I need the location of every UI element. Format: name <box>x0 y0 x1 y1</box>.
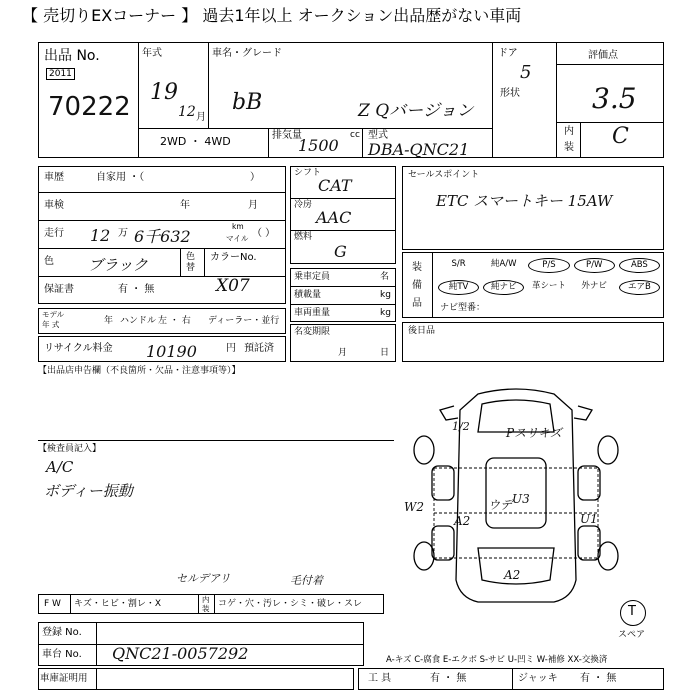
shift-value: CAT <box>318 176 352 195</box>
displacement-value: 1500 <box>298 136 339 155</box>
color-no-label: カラーNo. <box>210 252 257 263</box>
equipment-item: エアB <box>619 280 660 295</box>
mileage-paren: （ ） <box>252 228 276 239</box>
ac-value: AAC <box>316 208 352 227</box>
interior-value: C <box>612 124 629 149</box>
shift-label: シフト <box>294 168 322 178</box>
dealer-label: ディーラー・並行 <box>208 316 280 326</box>
mark-u1: U1 <box>580 512 598 526</box>
damage-legend: A-キズ C-腐食 E-エクボ S-サビ U-凹ミ W-補修 XX-交換済 <box>386 655 608 665</box>
mark-u3: U3 <box>512 492 530 506</box>
notes-header: 【出品店申告欄（不良箇所・欠品・注意事項等）】 <box>38 366 241 376</box>
mark-ude: ウデ <box>488 498 513 512</box>
lot-number: 70222 <box>48 92 131 122</box>
interior-items: コゲ・穴・汚レ・シミ・破レ・スレ <box>218 599 363 609</box>
recycle-unit: 円 <box>226 343 236 354</box>
fuel-value: G <box>334 242 347 261</box>
recycle-label: リサイクル料金 <box>44 343 113 354</box>
chassis-value: QNC21-0057292 <box>112 644 249 663</box>
equipment-item: 純A/W <box>490 259 517 269</box>
weight-label: 車両重量 <box>294 308 331 318</box>
mark-w2: W2 <box>404 500 424 514</box>
mileage-unit-mile: マイル <box>226 234 249 243</box>
fw-label: F W <box>44 599 61 609</box>
fuel-label: 燃料 <box>294 232 313 242</box>
jack-label: ジャッキ <box>518 673 558 684</box>
top-block <box>38 42 664 158</box>
model-year-unit: 年 <box>104 316 114 326</box>
after-label: 後日品 <box>408 326 436 336</box>
load-unit: kg <box>380 290 391 300</box>
color-change-label-2: 替 <box>186 263 196 273</box>
model-label: 型式 <box>368 130 388 141</box>
mark-a2-left: A2 <box>454 514 471 528</box>
note-line-1: A/C <box>46 458 74 476</box>
name-label: 車名・グレード <box>212 48 282 59</box>
tools-label: 工 具 <box>368 673 392 684</box>
sheet-title: 【 売切りEXコーナー 】 過去1年以上 オークション出品歴がない車両 <box>22 6 522 25</box>
shape-label: 形状 <box>500 88 520 99</box>
mileage-unit-km: km <box>232 222 244 231</box>
year-value: 19 <box>150 80 178 105</box>
equipment-item: 純TV <box>438 280 479 295</box>
equipment-row-1 <box>436 256 662 274</box>
ac-label: 冷房 <box>294 200 313 210</box>
equipment-item: 革シート <box>531 281 566 291</box>
equipment-item: S/R <box>451 259 466 269</box>
cond-interior-label-1: 内 <box>202 595 210 604</box>
equipment-item: 純ナビ <box>483 280 524 295</box>
inspection-month: 月 <box>248 200 258 211</box>
chassis-label: 車台 No. <box>42 649 82 660</box>
interior-label-1: 内 <box>564 126 574 137</box>
recycle-value: 10190 <box>146 342 197 361</box>
history-label: 車歴 <box>44 172 64 183</box>
condition-annotation-2: 毛付着 <box>290 574 323 587</box>
sales-label: セールスポイント <box>408 170 480 180</box>
handle-value: 左 ・ 右 <box>158 316 191 326</box>
handle-label: ハンドル <box>120 316 157 326</box>
spare-circle-letter: T <box>628 604 636 619</box>
history-close: ） <box>250 172 260 183</box>
tools-value: 有 ・ 無 <box>430 673 467 684</box>
cond-interior-label-2: 装 <box>202 604 210 613</box>
door-label: ドア <box>498 48 518 59</box>
jack-value: 有 ・ 無 <box>580 673 617 684</box>
equipment-label-1: 装 <box>412 262 422 273</box>
equipment-item: P/W <box>574 258 615 273</box>
equipment-label-2: 備 <box>412 280 422 291</box>
displacement-label: 排気量 <box>272 130 302 141</box>
capacity-unit: 名 <box>380 272 390 282</box>
color-value: ブラック <box>88 256 148 274</box>
front-items: キズ・ヒビ・割レ・X <box>74 599 161 609</box>
inspection-label: 車検 <box>44 200 64 211</box>
year-label: 年式 <box>142 48 162 59</box>
equipment-item: 外ナビ <box>581 281 607 291</box>
weight-unit: kg <box>380 308 391 318</box>
note-line-2: ボディー振動 <box>44 482 133 500</box>
name-value: bB <box>232 90 263 115</box>
interior-label-2: 装 <box>564 142 574 153</box>
sales-value: ETC スマートキー 15AW <box>436 192 613 210</box>
mileage-man-unit: 万 <box>118 228 128 239</box>
mark-half: 1/2 <box>452 420 470 433</box>
score-label: 評価点 <box>588 50 618 61</box>
reg-label: 登録 No. <box>42 627 82 638</box>
tools-block <box>358 668 664 690</box>
name-change-day: 日 <box>380 348 390 358</box>
equipment-item: P/S <box>528 258 569 273</box>
mileage-value: 6千632 <box>134 227 191 246</box>
month-value: 12 <box>178 104 196 120</box>
after-block <box>402 322 664 362</box>
spare-label: スペア <box>618 630 646 640</box>
month-unit: 月 <box>196 112 206 123</box>
score-value: 3.5 <box>592 82 637 115</box>
history-value: 自家用 ・（ <box>96 172 145 183</box>
name-change-month: 月 <box>338 348 348 358</box>
color-label: 色 <box>44 256 54 267</box>
color-no-value: X07 <box>216 276 250 296</box>
name-change-label: 名変期限 <box>294 327 331 337</box>
model-year-label-2: 年 式 <box>42 320 60 329</box>
inspector-header: 【検査員記入】 <box>38 444 102 454</box>
door-value: 5 <box>520 62 532 83</box>
mileage-label: 走行 <box>44 228 64 239</box>
cc-unit: cc <box>350 130 360 140</box>
lot-label: 出品 No. <box>44 48 100 64</box>
recycle-status: 預託済 <box>244 343 274 354</box>
equipment-item: ABS <box>619 258 660 273</box>
lot-year-tag: 2011 <box>46 68 75 80</box>
equipment-row-2 <box>436 278 662 296</box>
model-year-label-1: モデル <box>42 310 65 319</box>
mark-a2-bottom: A2 <box>504 568 521 582</box>
navi-label: ナビ型番： <box>440 303 486 313</box>
warranty-value: 有 ・ 無 <box>118 284 155 295</box>
mileage-man: 12 <box>90 226 111 245</box>
warranty-label: 保証書 <box>44 284 74 295</box>
mark-p-scratch: Pスリキズ <box>506 426 562 440</box>
grade-value: Z Qバージョン <box>358 101 474 121</box>
load-label: 積載量 <box>294 290 322 300</box>
capacity-label: 乗車定員 <box>294 272 331 282</box>
drive-label: 2WD ・ 4WD <box>160 135 231 148</box>
cert-label: 車庫証明用 <box>40 673 88 684</box>
inspection-year: 年 <box>180 200 190 211</box>
equipment-label-3: 品 <box>412 298 422 309</box>
model-value: DBA-QNC21 <box>368 140 470 159</box>
condition-annotation-1: セルデアリ <box>176 572 231 585</box>
color-change-label-1: 色 <box>186 252 196 262</box>
